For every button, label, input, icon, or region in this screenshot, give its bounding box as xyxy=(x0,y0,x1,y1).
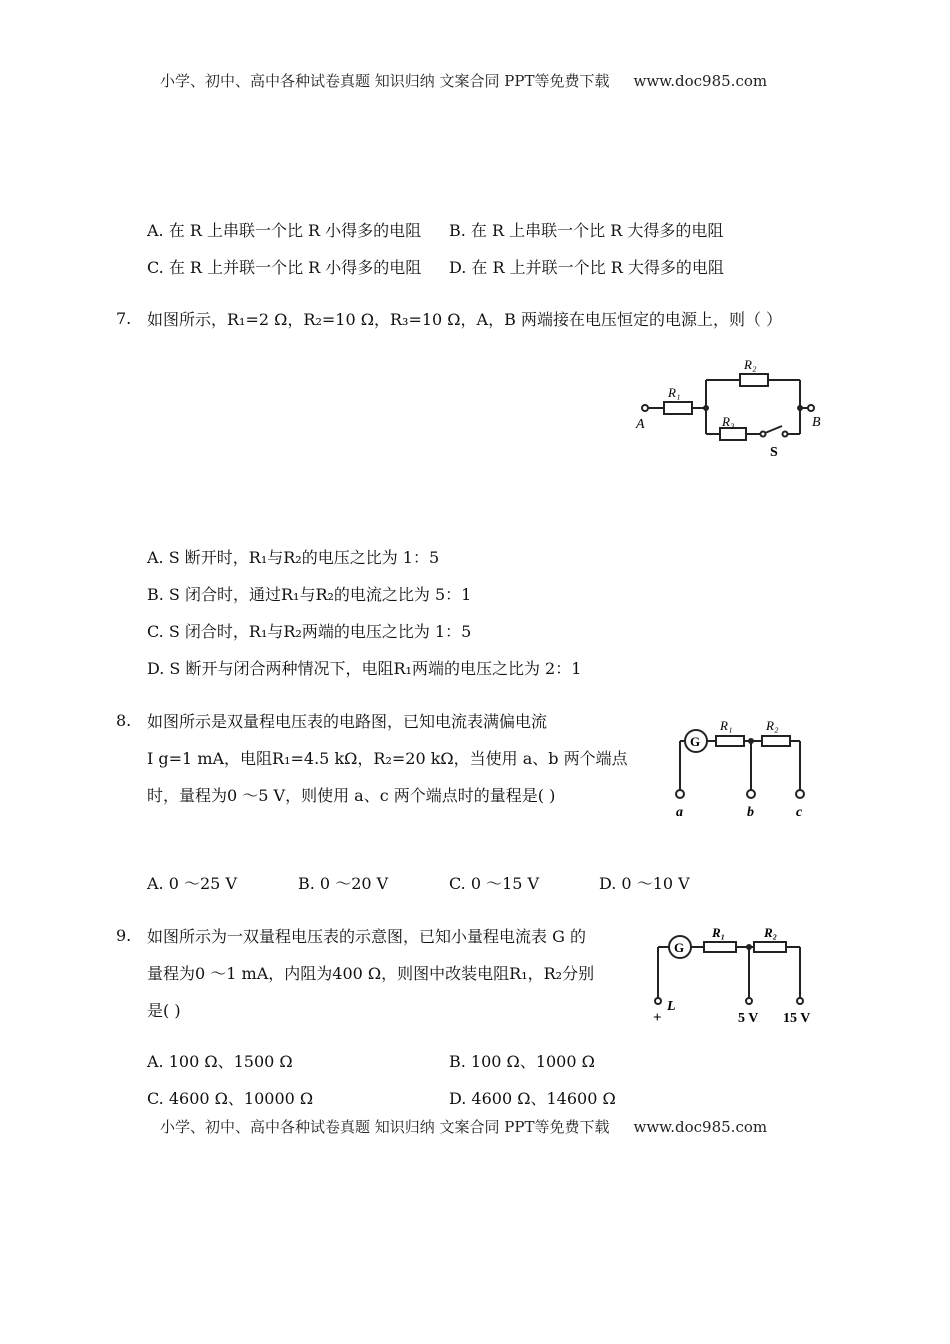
q6-option-c: C. 在 R 上并联一个比 R 小得多的电阻 xyxy=(147,258,422,277)
q9-option-c: C. 4600 Ω、10000 Ω xyxy=(147,1089,314,1108)
q7-option-a: A. S 断开时，R₁与R₂的电压之比为 1：5 xyxy=(147,548,440,567)
q8-stem-line3: 时，量程为0 ～5 V，则使用 a、c 两个端点时的量程是( ) xyxy=(147,786,556,805)
q8-circuit-diagram xyxy=(668,712,818,820)
q8-option-c: C. 0 ～15 V xyxy=(449,874,540,893)
q8-fig-b: b xyxy=(747,805,754,820)
q6-option-a: A. 在 R 上串联一个比 R 小得多的电阻 xyxy=(147,221,422,240)
q8-stem-line2: I g=1 mA，电阻R₁=4.5 kΩ，R₂=20 kΩ，当使用 a、b 两个端点 xyxy=(147,749,628,768)
q9-junction-dot xyxy=(746,944,752,950)
q7-fig-b: B xyxy=(812,415,821,430)
q7-fig-a: A xyxy=(636,417,645,432)
q8-fig-g: G xyxy=(690,734,701,749)
q7-fig-r3: R₃ xyxy=(722,414,735,429)
q9-number: 9. xyxy=(116,926,132,945)
q8-stem-line1: 如图所示是双量程电压表的电路图，已知电流表满偏电流 xyxy=(147,712,548,731)
q8-fig-r2: R₂ xyxy=(766,718,779,733)
q8-option-b: B. 0 ～20 V xyxy=(298,874,389,893)
q9-stem-line2: 量程为0 ～1 mA，内阻为400 Ω，则图中改装电阻R₁，R₂分别 xyxy=(147,964,595,983)
q8-junction-dot xyxy=(748,738,754,744)
q9-fig-r2: R₂ xyxy=(764,925,778,940)
q7-junction-dot xyxy=(703,405,709,411)
q7-junction-dot xyxy=(797,405,803,411)
q9-fig-5v: 5 V xyxy=(738,1011,759,1026)
page-header xyxy=(160,70,767,91)
q7-option-b: B. S 闭合时，通过R₁与R₂的电流之比为 5：1 xyxy=(147,585,472,604)
q9-stem-line3: 是( ) xyxy=(147,1001,181,1020)
q7-circuit-diagram xyxy=(630,352,830,462)
q9-option-b: B. 100 Ω、1000 Ω xyxy=(449,1052,595,1071)
footer-url: www.doc985.com xyxy=(633,1118,768,1136)
q9-circuit-diagram xyxy=(648,922,828,1030)
q7-option-c: C. S 闭合时，R₁与R₂两端的电压之比为 1：5 xyxy=(147,622,472,641)
q9-fig-plus: + xyxy=(653,1010,662,1026)
q7-number: 7. xyxy=(116,309,132,328)
q8-fig-r1: R₁ xyxy=(720,718,733,733)
q7-fig-r1: R₁ xyxy=(668,385,681,400)
q9-option-d: D. 4600 Ω、14600 Ω xyxy=(449,1089,616,1108)
q7-option-d: D. S 断开与闭合两种情况下，电阻R₁两端的电压之比为 2：1 xyxy=(147,659,582,678)
q8-number: 8. xyxy=(116,711,132,730)
q8-option-d: D. 0 ～10 V xyxy=(599,874,690,893)
q8-fig-c: c xyxy=(796,805,803,820)
q9-option-a: A. 100 Ω、1500 Ω xyxy=(147,1052,293,1071)
header-url: www.doc985.com xyxy=(633,72,768,90)
q6-option-b: B. 在 R 上串联一个比 R 大得多的电阻 xyxy=(449,221,724,240)
q6-option-d: D. 在 R 上并联一个比 R 大得多的电阻 xyxy=(449,258,724,277)
q8-option-a: A. 0 ～25 V xyxy=(147,874,237,893)
q9-fig-r1: R₁ xyxy=(712,925,726,940)
header-text: 小学、初中、高中各种试卷真题 知识归纳 文案合同 PPT等免费下载 xyxy=(160,72,610,90)
q8-fig-a: a xyxy=(676,805,683,820)
q7-stem: 如图所示，R₁=2 Ω，R₂=10 Ω，R₃=10 Ω，A，B 两端接在电压恒定的电源上，则（ ） xyxy=(147,310,783,329)
footer-text: 小学、初中、高中各种试卷真题 知识归纳 文案合同 PPT等免费下载 xyxy=(160,1118,610,1136)
q9-fig-15v: 15 V xyxy=(783,1011,811,1026)
q7-fig-s: S xyxy=(770,445,778,460)
q7-fig-r2: R₂ xyxy=(744,357,757,372)
q9-fig-l: L xyxy=(667,999,676,1014)
q9-stem-line1: 如图所示为一双量程电压表的示意图，已知小量程电流表 G 的 xyxy=(147,927,586,946)
q9-fig-g: G xyxy=(674,940,685,955)
page-footer xyxy=(160,1116,767,1137)
